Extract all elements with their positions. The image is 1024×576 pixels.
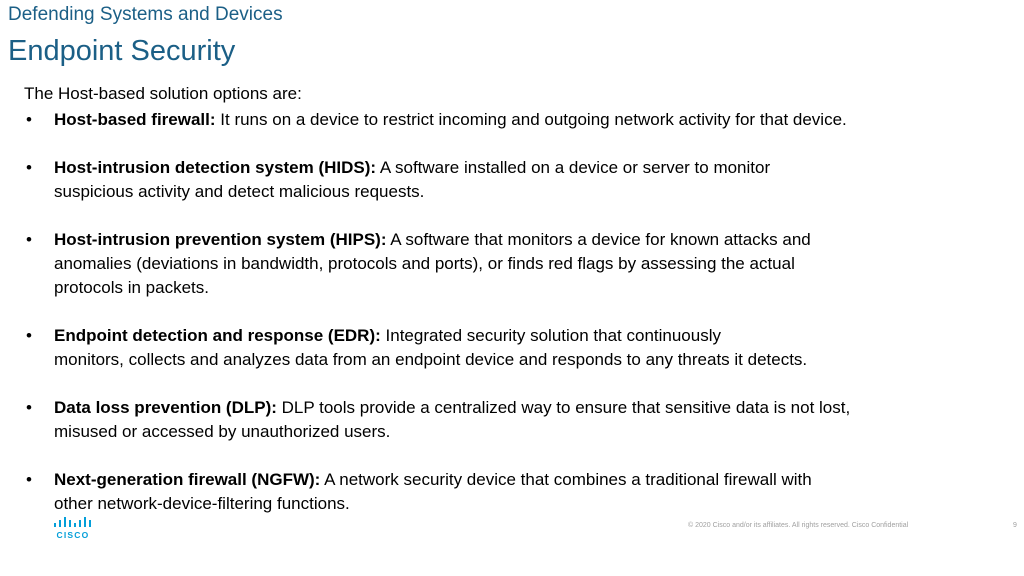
bullet-term: Next-generation firewall (NGFW): [54,470,321,489]
bullet-text: monitors, collects and analyzes data from an endpoint device and responds to any threats it detects. [54,350,808,369]
bullet-text: A network security device that combines a traditional firewall with [320,470,812,489]
bullet-text: misused or accessed by unauthorized users. [54,422,391,441]
bullet-text: A software that monitors a device for known attacks and [386,230,811,249]
intro-text: The Host-based solution options are: [24,84,302,103]
bullet-text: anomalies (deviations in bandwidth, protocols and ports), or finds red flags by assessing the actual [54,254,795,273]
bullet-term: Host-intrusion detection system (HIDS): [54,158,377,177]
logo-wordmark: CISCO [56,530,90,539]
bullet-dlp [24,396,1014,444]
bullet-term: Endpoint detection and response (EDR): [54,326,381,345]
slide-title: Endpoint Security [8,35,236,67]
bullet-text: DLP tools provide a centralized way to ensure that sensitive data is not lost, [276,398,851,417]
bullet-text: other network-device-filtering functions. [54,494,350,513]
copyright-text: © 2020 Cisco and/or its affiliates. All rights reserved. Cisco Confidential [688,522,909,529]
bullet-text: suspicious activity and detect malicious requests. [54,182,425,201]
page-number: 9 [1013,522,1017,529]
bullet-term: Host-based firewall: [54,110,216,129]
bullet-term: Host-intrusion prevention system (HIPS): [54,230,387,249]
slide-kicker: Defending Systems and Devices [8,4,283,25]
bullet-edr [24,324,1014,372]
bullet-term: Data loss prevention (DLP): [54,398,277,417]
bullet-host-firewall [24,108,1014,132]
bullet-text: protocols in packets. [54,278,209,297]
bullet-hips [24,228,1014,300]
bullet-text: A software installed on a device or server to monitor [376,158,771,177]
bullet-ngfw [24,468,1014,516]
solution-list [24,108,1014,540]
cisco-logo [52,517,94,539]
bullet-hids [24,156,1014,204]
bullet-text: It runs on a device to restrict incoming and outgoing network activity for that device. [215,110,847,129]
bullet-text: Integrated security solution that continuously [380,326,721,345]
